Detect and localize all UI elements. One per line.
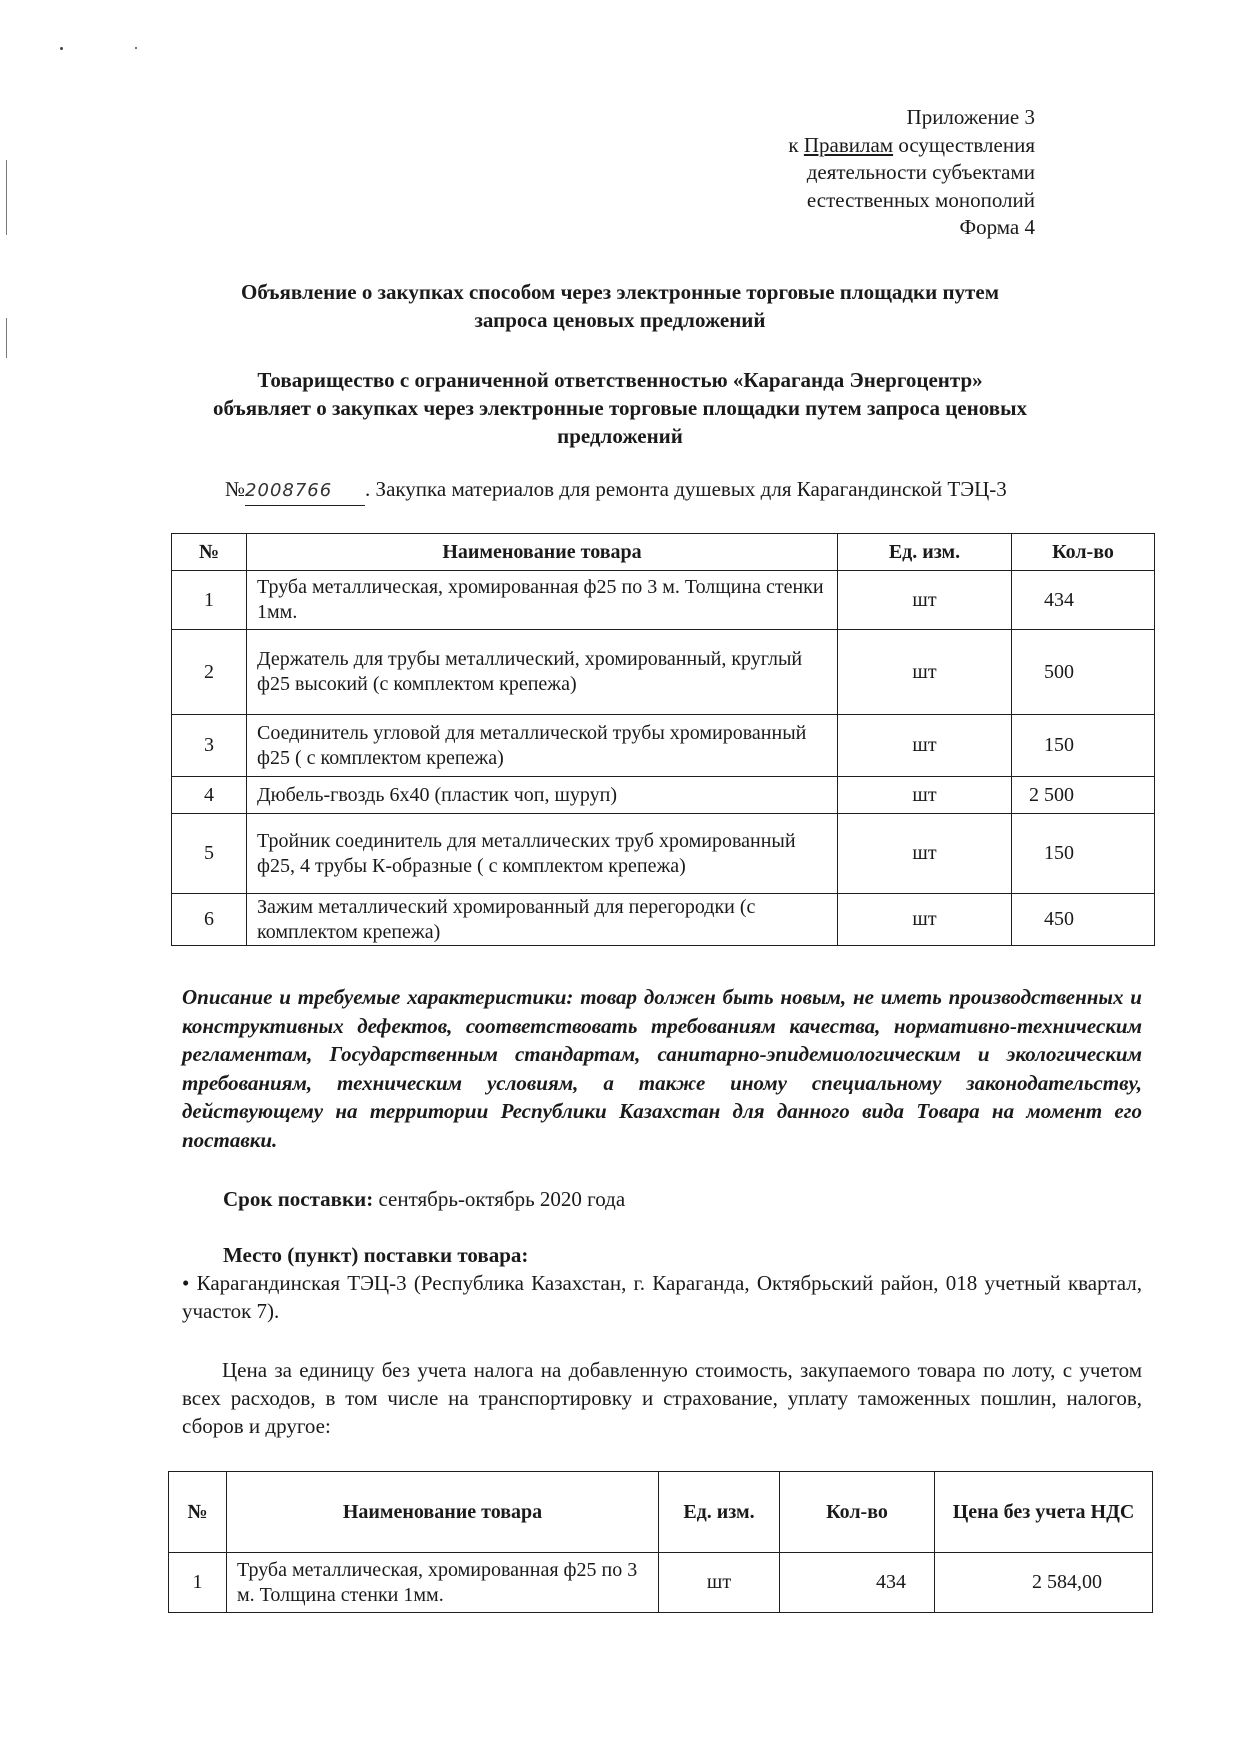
appendix-line-1: Приложение 3: [906, 105, 1035, 129]
row-qty: 450: [1012, 894, 1155, 946]
col-header-no: №: [172, 534, 247, 571]
col-header-no: №: [169, 1472, 227, 1553]
row-qty: 2 500: [1012, 777, 1155, 814]
row-qty: 434: [780, 1553, 935, 1613]
delivery-address: • Карагандинская ТЭЦ-3 (Республика Казахстан, г. Караганда, Октябрьский район, 018 учетный квартал, участок 7).: [182, 1271, 1142, 1323]
appendix-line-2: к Правилам осуществления: [788, 132, 1035, 157]
row-unit: шт: [659, 1553, 780, 1613]
row-no: 1: [169, 1553, 227, 1613]
appendix-header: [788, 104, 1035, 242]
table-row: [172, 894, 1155, 946]
form-number: Форма 4: [959, 215, 1035, 239]
col-header-name: Наименование товара: [247, 534, 838, 571]
scan-speck: [60, 47, 63, 50]
row-qty: 500: [1012, 630, 1155, 715]
col-header-unit: Ед. изм.: [659, 1472, 780, 1553]
row-name: Тройник соединитель для металлических труб хромированный ф25, 4 трубы К-образные ( с комплектом крепежа): [247, 814, 838, 894]
scan-edge-mark: [6, 160, 7, 235]
organizer-statement: Товарищество с ограниченной ответственностью «Караганда Энергоцентр» объявляет о закупках через электронные торговые площадки путем запроса ценовых предложений: [213, 368, 1027, 448]
procurement-subject: №2008766 . Закупка материалов для ремонта душевых для Карагандинской ТЭЦ-3: [225, 475, 1007, 506]
delivery-term-label: Срок поставки:: [223, 1187, 374, 1211]
row-no: 1: [172, 571, 247, 630]
table-row: [172, 571, 1155, 630]
col-header-qty: Кол-во: [780, 1472, 935, 1553]
table-row: [172, 630, 1155, 715]
row-unit: шт: [838, 814, 1012, 894]
delivery-place-label: Место (пункт) поставки товара:: [223, 1243, 529, 1267]
row-unit: шт: [838, 894, 1012, 946]
row-unit: шт: [838, 777, 1012, 814]
price-table-header: [169, 1472, 1153, 1553]
row-no: 6: [172, 894, 247, 946]
row-qty: 150: [1012, 715, 1155, 777]
row-price: 2 584,00: [935, 1553, 1153, 1613]
appendix-line-3: деятельности субъектами: [806, 160, 1035, 184]
table-row: [172, 777, 1155, 814]
announcement-title: Объявление о закупках способом через электронные торговые площадки путем запроса ценовых предложений: [241, 280, 999, 332]
scan-speck: [135, 47, 137, 49]
row-unit: шт: [838, 630, 1012, 715]
row-name: Труба металлическая, хромированная ф25 по 3 м. Толщина стенки 1мм.: [247, 571, 838, 630]
row-name: Труба металлическая, хромированная ф25 по 3 м. Толщина стенки 1мм.: [227, 1553, 659, 1613]
row-name: Зажим металлический хромированный для перегородки (с комплектом крепежа): [247, 894, 838, 946]
delivery-term-value: сентябрь-октябрь 2020 года: [373, 1187, 626, 1211]
row-qty: 434: [1012, 571, 1155, 630]
row-qty: 150: [1012, 814, 1155, 894]
col-header-price: Цена без учета НДС: [935, 1472, 1153, 1553]
row-no: 3: [172, 715, 247, 777]
rules-link[interactable]: Правилам: [803, 132, 894, 157]
table-row: [169, 1553, 1153, 1613]
appendix-line-4: естественных монополий: [806, 187, 1035, 212]
price-terms: Цена за единицу без учета налога на добавленную стоимость, закупаемого товара по лоту, с учетом всех расходов, в том числе на транспортировку и страхование, уплату таможенных пошлин, налогов, сборов и другое:: [182, 1358, 1142, 1438]
price-table: [168, 1471, 1153, 1613]
row-name: Соединитель угловой для металлической трубы хромированный ф25 ( с комплектом крепежа): [247, 715, 838, 777]
goods-table: [171, 533, 1155, 946]
row-unit: шт: [838, 571, 1012, 630]
goods-table-header: [172, 534, 1155, 571]
row-no: 4: [172, 777, 247, 814]
row-no: 5: [172, 814, 247, 894]
col-header-qty: Кол-во: [1012, 534, 1155, 571]
scan-edge-mark: [6, 318, 7, 358]
row-no: 2: [172, 630, 247, 715]
col-header-unit: Ед. изм.: [838, 534, 1012, 571]
procurement-title: . Закупка материалов для ремонта душевых для Карагандинской ТЭЦ-3: [365, 477, 1007, 501]
requirements-description: Описание и требуемые характеристики: товар должен быть новым, не иметь производственных и конструктивных дефектов, соответствовать требованиям качества, нормативно-техническим регламентам, Государственным стандартам, санитарно-эпидемиологическим и экологическим требованиям, техническим условиям, а также иному специальному законодательству, действующему на территории Республики Казахстан для данного вида Товара на момент его поставки.: [182, 985, 1142, 1152]
row-unit: шт: [838, 715, 1012, 777]
table-row: [172, 715, 1155, 777]
col-header-name: Наименование товара: [227, 1472, 659, 1553]
table-row: [172, 814, 1155, 894]
procurement-number: 2008766: [245, 477, 365, 506]
row-name: Держатель для трубы металлический, хромированный, круглый ф25 высокий (с комплектом крепежа): [247, 630, 838, 715]
delivery-term: [223, 1185, 625, 1213]
row-name: Дюбель-гвоздь 6х40 (пластик чоп, шуруп): [247, 777, 838, 814]
